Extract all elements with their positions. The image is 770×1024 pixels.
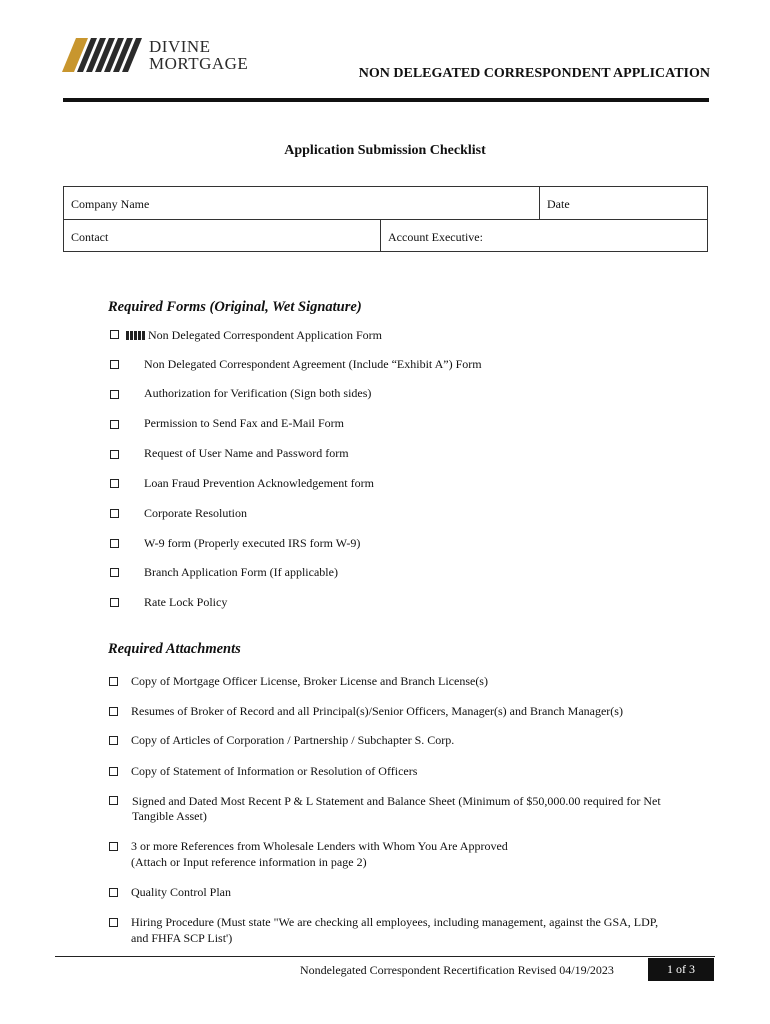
footer-rule [55, 956, 715, 957]
footer-revision: Nondelegated Correspondent Recertification Revised 04/19/2023 [300, 963, 614, 977]
checkbox-attachment-1[interactable] [109, 677, 118, 686]
checkbox-attachment-6[interactable] [109, 842, 118, 851]
attachment-item-1: Copy of Mortgage Officer License, Broker License and Branch License(s) [131, 674, 488, 688]
form-item-2: Non Delegated Correspondent Agreement (Include “Exhibit A”) Form [144, 357, 482, 371]
checkbox-form-10[interactable] [110, 598, 119, 607]
applicant-info-table [63, 186, 708, 252]
form-item-10: Rate Lock Policy [144, 595, 228, 609]
attachment-item-5: Signed and Dated Most Recent P & L Statement and Balance Sheet (Minimum of $50,000.00 required for Net [132, 794, 661, 808]
checklist-title: Application Submission Checklist [284, 143, 486, 158]
checkbox-attachment-4[interactable] [109, 767, 118, 776]
attachment-item-2: Resumes of Broker of Record and all Principal(s)/Senior Officers, Manager(s) and Branch Manager(s) [131, 704, 623, 718]
logo-stripes-icon [62, 36, 150, 76]
account-executive-field[interactable] [381, 220, 708, 252]
contact-label: Contact [71, 230, 109, 244]
form-item-3: Authorization for Verification (Sign both sides) [144, 386, 372, 400]
logo-line-1: DIVINE [149, 37, 211, 56]
form-item-6: Loan Fraud Prevention Acknowledgement form [144, 476, 374, 490]
checkbox-attachment-5[interactable] [109, 796, 118, 805]
date-field[interactable] [540, 187, 708, 220]
form-item-7: Corporate Resolution [144, 506, 247, 520]
form-item-4: Permission to Send Fax and E-Mail Form [144, 416, 344, 430]
company-name-field[interactable] [64, 187, 540, 220]
attachment-item-5-cont: Tangible Asset) [132, 809, 207, 823]
form-item-9: Branch Application Form (If applicable) [144, 565, 338, 579]
form-item-1: Non Delegated Correspondent Application Form [148, 328, 382, 342]
attachment-item-8-cont: and FHFA SCP List') [131, 931, 233, 945]
page-number-badge: 1 of 3 [648, 958, 714, 981]
date-label: Date [547, 197, 570, 211]
checkbox-form-5[interactable] [110, 450, 119, 459]
checkbox-form-2[interactable] [110, 360, 119, 369]
company-name-label: Company Name [71, 197, 150, 211]
checkbox-form-1[interactable] [110, 330, 119, 339]
attachment-item-8: Hiring Procedure (Must state "We are checking all employees, including management, against the GSA, LDP, [131, 915, 659, 929]
checkbox-form-6[interactable] [110, 479, 119, 488]
logo-line-2: MORTGAGE [149, 54, 249, 73]
attachment-item-3: Copy of Articles of Corporation / Partnership / Subchapter S. Corp. [131, 733, 455, 747]
form-item-8: W-9 form (Properly executed IRS form W-9) [144, 536, 361, 550]
checkbox-form-3[interactable] [110, 390, 119, 399]
attachment-item-6-cont: (Attach or Input reference information in page 2) [131, 855, 367, 869]
account-executive-label: Account Executive: [388, 230, 483, 244]
checkbox-attachment-3[interactable] [109, 736, 118, 745]
required-forms-heading: Required Forms (Original, Wet Signature) [108, 299, 362, 315]
attachment-item-4: Copy of Statement of Information or Resolution of Officers [131, 764, 418, 778]
checkbox-form-7[interactable] [110, 509, 119, 518]
checkbox-form-4[interactable] [110, 420, 119, 429]
header-rule [63, 98, 709, 102]
contact-field[interactable] [64, 220, 381, 252]
checkbox-attachment-8[interactable] [109, 918, 118, 927]
logo-wordmark [149, 39, 248, 73]
required-attachments-heading: Required Attachments [108, 641, 241, 657]
overprint-glyph-icon [126, 331, 147, 340]
checkbox-form-9[interactable] [110, 568, 119, 577]
checkbox-attachment-2[interactable] [109, 707, 118, 716]
checkbox-attachment-7[interactable] [109, 888, 118, 897]
attachment-item-7: Quality Control Plan [131, 885, 231, 899]
checkbox-form-8[interactable] [110, 539, 119, 548]
attachment-item-6: 3 or more References from Wholesale Lenders with Whom You Are Approved [131, 839, 508, 853]
form-item-5: Request of User Name and Password form [144, 446, 349, 460]
document-title: NON DELEGATED CORRESPONDENT APPLICATION [358, 66, 710, 81]
